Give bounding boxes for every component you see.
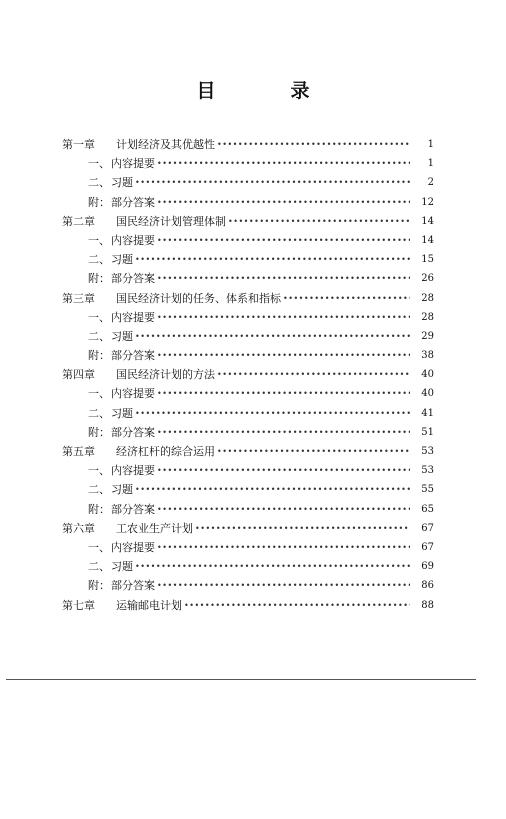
- toc-entry-label: 第二章: [62, 214, 95, 228]
- toc-entry-title: 部分答案: [111, 425, 155, 439]
- toc-page-number: 2: [427, 177, 434, 189]
- toc-section-row: [62, 269, 434, 288]
- dot-leader: [184, 596, 410, 615]
- toc-entry-label: 第五章: [62, 445, 95, 458]
- toc-page-number: 1: [427, 139, 434, 150]
- dot-leader: [135, 250, 410, 269]
- toc-entry-label: 第四章: [62, 368, 95, 382]
- toc-entry-title: 工农业生产计划: [116, 521, 193, 535]
- toc-entry-title: 内容提要: [111, 387, 155, 401]
- toc-section-row: [62, 423, 434, 442]
- toc-entry-label: 一、: [88, 387, 110, 401]
- toc-entry-label: 附：: [88, 425, 110, 439]
- dot-leader: [135, 327, 410, 346]
- toc-page-number: 67: [421, 541, 434, 553]
- toc-page-number: 88: [421, 599, 434, 611]
- toc-entry-title: 内容提要: [111, 233, 155, 247]
- toc-entry-label: 二、: [88, 329, 110, 343]
- dot-leader: [157, 576, 410, 595]
- dot-leader: [157, 461, 410, 480]
- toc-page-number: 40: [421, 388, 434, 400]
- toc-page-number: 28: [421, 292, 434, 304]
- toc-entry-title: 内容提要: [111, 464, 155, 478]
- toc-section-row: [62, 308, 434, 327]
- toc-chapter-row: [62, 442, 434, 461]
- toc-entry-label: 附：: [88, 349, 110, 363]
- toc-page-number: 14: [421, 215, 434, 227]
- dot-leader: [135, 480, 410, 499]
- toc-page-number: 53: [421, 446, 434, 457]
- toc-entry-title: 国民经济计划的方法: [116, 368, 215, 382]
- toc-chapter-row: [62, 289, 434, 308]
- toc-page-number: 51: [421, 426, 434, 438]
- page-divider: [6, 679, 476, 680]
- toc-section-row: [62, 557, 434, 576]
- toc-page-number: 26: [421, 273, 434, 285]
- toc-entry-label: 一、: [88, 464, 110, 478]
- toc-page-number: 28: [421, 311, 434, 323]
- toc-page-number: 14: [421, 234, 434, 246]
- toc-entry-label: 附：: [88, 579, 110, 593]
- toc-entry-label: 二、: [88, 253, 110, 267]
- dot-leader: [157, 193, 410, 212]
- toc-entry-title: 经济杠杆的综合运用: [116, 445, 215, 458]
- toc-entry-title: 部分答案: [111, 272, 155, 286]
- toc-entry-label: 附：: [88, 272, 110, 286]
- toc-entry-title: 国民经济计划管理体制: [116, 214, 226, 228]
- toc-page-number: 38: [421, 350, 434, 362]
- toc-entry-title: 习题: [111, 253, 133, 267]
- toc-entry-title: 习题: [111, 329, 133, 343]
- toc-entry-title: 部分答案: [111, 579, 155, 593]
- toc-chapter-row: [62, 212, 434, 231]
- toc-entry-title: 运输邮电计划: [116, 598, 182, 612]
- toc-page-number: 69: [421, 561, 434, 573]
- toc-chapter-row: [62, 519, 434, 538]
- dot-leader: [228, 212, 410, 231]
- toc-entry-label: 二、: [88, 560, 110, 574]
- dot-leader: [135, 173, 410, 192]
- toc-page-number: 15: [421, 254, 434, 266]
- toc-chapter-row: [62, 365, 434, 384]
- page-title: 目 录: [196, 80, 338, 102]
- toc-section-row: [62, 250, 434, 269]
- dot-leader: [217, 442, 410, 461]
- toc-entry-title: 习题: [111, 483, 133, 497]
- toc-entry-title: 部分答案: [111, 195, 155, 209]
- toc-page-number: 12: [421, 196, 434, 208]
- toc-entry-title: 内容提要: [111, 157, 155, 171]
- dot-leader: [157, 269, 410, 288]
- dot-leader: [157, 308, 410, 327]
- toc-entry-label: 第七章: [62, 598, 95, 612]
- toc-section-row: [62, 346, 434, 365]
- toc-entry-label: 附：: [88, 195, 110, 209]
- toc-section-row: [62, 404, 434, 423]
- toc-section-row: [62, 500, 434, 519]
- toc-entry-title: 国民经济计划的任务、体系和指标: [116, 291, 281, 305]
- toc-entry-title: 内容提要: [111, 310, 155, 324]
- toc-entry-title: 部分答案: [111, 349, 155, 363]
- toc-page-number: 1: [427, 158, 434, 170]
- toc-entry-title: 计划经济及其优越性: [116, 138, 215, 151]
- toc-page-number: 67: [421, 522, 434, 534]
- toc-section-row: [62, 576, 434, 595]
- toc-entry-label: 一、: [88, 157, 110, 171]
- dot-leader: [157, 538, 410, 557]
- toc-entry-label: 一、: [88, 540, 110, 554]
- toc-section-row: [62, 327, 434, 346]
- toc-section-row: [62, 173, 434, 192]
- dot-leader: [157, 500, 410, 519]
- dot-leader: [157, 154, 410, 173]
- toc-page-number: 55: [421, 484, 434, 496]
- dot-leader: [157, 231, 410, 250]
- dot-leader: [157, 423, 410, 442]
- toc-entry-title: 习题: [111, 406, 133, 420]
- toc-entry-label: 一、: [88, 233, 110, 247]
- toc-section-row: [62, 461, 434, 480]
- toc-entry-label: 第六章: [62, 521, 95, 535]
- toc-page-number: 86: [421, 580, 434, 592]
- dot-leader: [135, 557, 410, 576]
- toc-page-number: 41: [421, 407, 434, 419]
- dot-leader: [195, 519, 410, 538]
- toc-page-number: 65: [421, 503, 434, 515]
- toc-entry-label: 二、: [88, 406, 110, 420]
- toc-page-number: 29: [421, 330, 434, 342]
- toc-chapter-row: [62, 135, 434, 154]
- dot-leader: [157, 346, 410, 365]
- dot-leader: [217, 365, 410, 384]
- toc-entry-label: 二、: [88, 176, 110, 190]
- toc-entry-title: 习题: [111, 176, 133, 190]
- toc-entry-title: 习题: [111, 560, 133, 574]
- dot-leader: [283, 289, 410, 308]
- toc-section-row: [62, 384, 434, 403]
- toc-section-row: [62, 231, 434, 250]
- toc-entry-title: 内容提要: [111, 540, 155, 554]
- dot-leader: [135, 404, 410, 423]
- toc-entry-label: 第三章: [62, 291, 95, 305]
- toc-section-row: [62, 480, 434, 499]
- toc-page-number: 40: [421, 369, 434, 381]
- toc-entry-label: 附：: [88, 502, 110, 516]
- toc-entry-label: 第一章: [62, 138, 95, 151]
- dot-leader: [217, 135, 410, 154]
- toc-entry-label: 一、: [88, 310, 110, 324]
- dot-leader: [157, 384, 410, 403]
- toc-section-row: [62, 193, 434, 212]
- toc-section-row: [62, 538, 434, 557]
- toc-entry-title: 部分答案: [111, 502, 155, 516]
- toc-entry-label: 二、: [88, 483, 110, 497]
- table-of-contents: [62, 135, 434, 615]
- toc-chapter-row: [62, 596, 434, 615]
- toc-page-number: 53: [421, 465, 434, 477]
- toc-section-row: [62, 154, 434, 173]
